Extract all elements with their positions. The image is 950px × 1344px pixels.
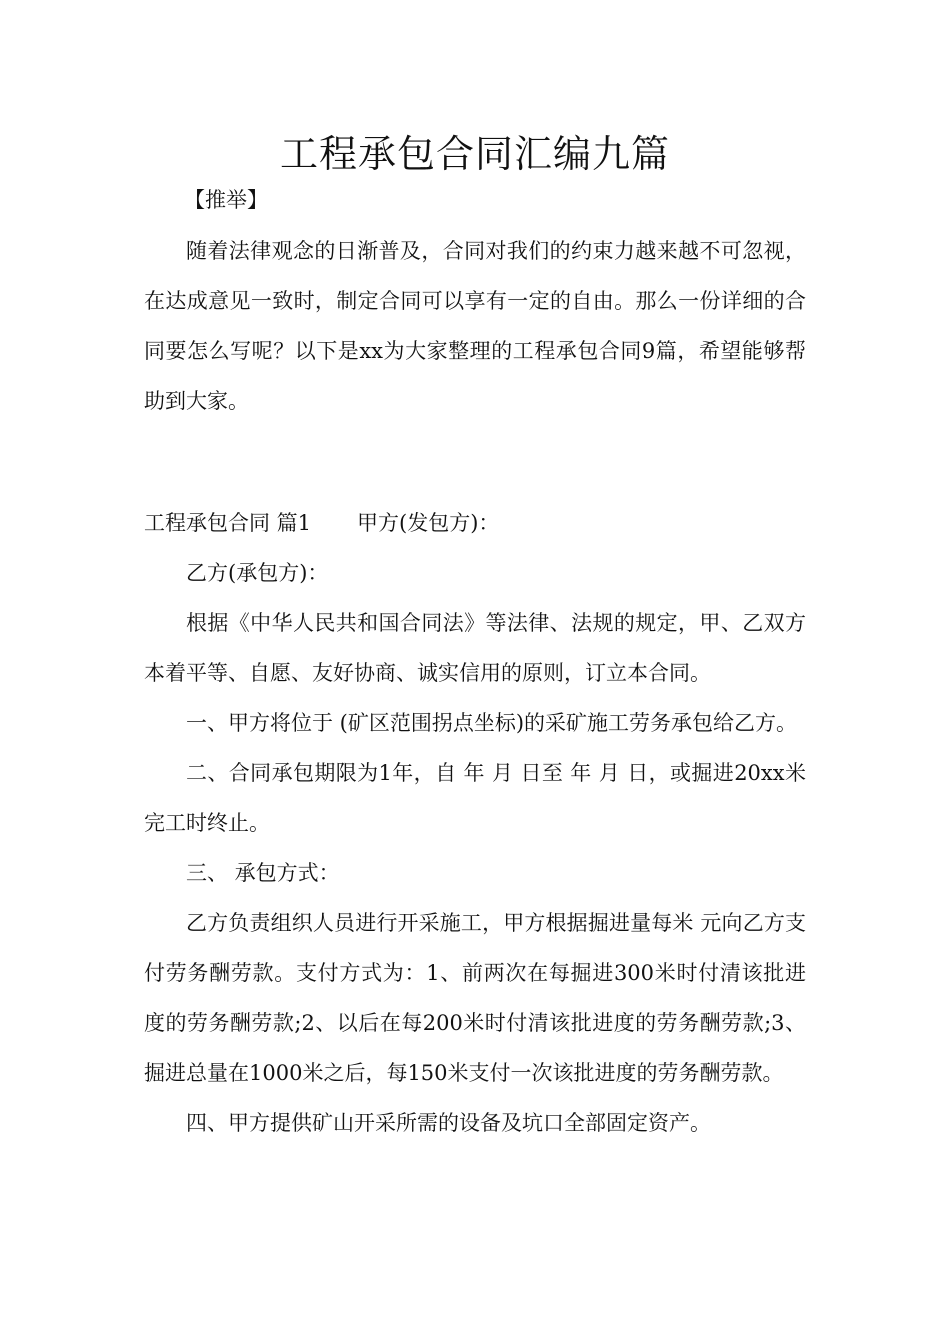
- document-title: 工程承包合同汇编九篇: [279, 132, 670, 176]
- contract-paragraph: 一、甲方将位于 (矿区范围拐点坐标)的采矿施工劳务承包给乙方。: [186, 711, 798, 735]
- document-body: [144, 226, 806, 1148]
- section-heading-line: [144, 498, 806, 548]
- party-a-label: 甲方(发包方)：: [357, 511, 500, 535]
- contract-paragraph: 二、合同承包期限为1年，自 年 月 日至 年 月 日，或掘进20xx米完工时终止。: [144, 761, 806, 835]
- recommend-tag: 【推举】: [184, 188, 268, 212]
- contract-paragraph: 根据《中华人民共和国合同法》等法律、法规的规定，甲、乙双方本着平等、自愿、友好协商、诚实信用的原则，订立本合同。: [144, 611, 806, 685]
- contract-paragraph: 乙方负责组织人员进行开采施工，甲方根据掘进量每米 元向乙方支付劳务酬劳款。支付方式为：1、前两次在每掘进300米时付清该批进度的劳务酬劳款;2、以后在每200米时付清该批进度的劳务酬劳款;3、掘进总量在1000米之后，每150米支付一次该批进度的劳务酬劳款。: [144, 911, 806, 1085]
- section-heading: 工程承包合同 篇1: [144, 511, 312, 535]
- contract-paragraph: 三、 承包方式：: [186, 861, 340, 885]
- spacer: [144, 426, 806, 476]
- spacer: [144, 476, 806, 498]
- party-b-label: 乙方(承包方)：: [186, 561, 329, 585]
- contract-paragraph: 四、甲方提供矿山开采所需的设备及坑口全部固定资产。: [186, 1111, 711, 1135]
- intro-paragraph: 随着法律观念的日渐普及，合同对我们的约束力越来越不可忽视，在达成意见一致时，制定合同可以享有一定的自由。那么一份详细的合同要怎么写呢？以下是xx为大家整理的工程承包合同9篇，希望能够帮助到大家。: [144, 239, 806, 413]
